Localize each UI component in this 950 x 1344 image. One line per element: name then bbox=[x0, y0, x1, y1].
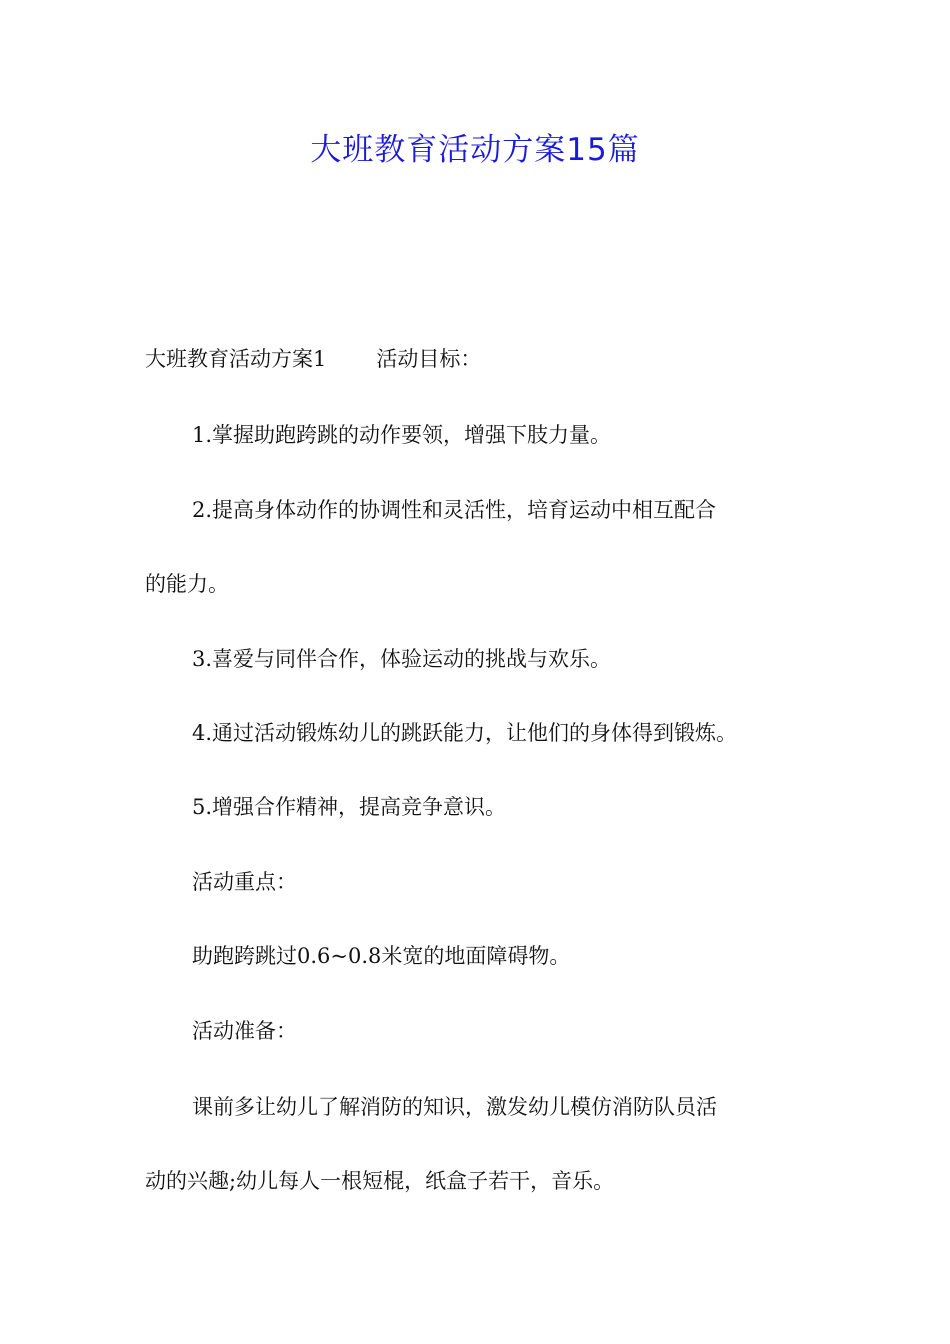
focus-label: 活动重点： bbox=[192, 870, 297, 894]
goal-item-4: 4.通过活动锻炼幼儿的跳跃能力，让他们的身体得到锻炼。 bbox=[192, 721, 738, 745]
section-heading-line bbox=[145, 344, 815, 374]
focus-text: 助跑跨跳过0.6~0.8米宽的地面障碍物。 bbox=[192, 944, 571, 968]
document-title: 大班教育活动方案15篇 bbox=[310, 132, 640, 168]
prep-label: 活动准备： bbox=[192, 1019, 297, 1043]
goal-item-2-continuation: 的能力。 bbox=[145, 572, 229, 596]
section-heading: 大班教育活动方案1 bbox=[145, 347, 327, 371]
goal-item-1: 1.掌握助跑跨跳的动作要领，增强下肢力量。 bbox=[192, 423, 612, 447]
prep-text-line-2: 动的兴趣;幼儿每人一根短棍，纸盒子若干，音乐。 bbox=[145, 1169, 615, 1193]
section-subheading: 活动目标： bbox=[376, 347, 482, 371]
prep-text-line-1: 课前多让幼儿了解消防的知识，激发幼儿模仿消防队员活 bbox=[192, 1095, 717, 1119]
goal-item-5: 5.增强合作精神，提高竞争意识。 bbox=[192, 795, 507, 819]
goal-item-3: 3.喜爱与同伴合作，体验运动的挑战与欢乐。 bbox=[192, 647, 612, 671]
goal-item-2: 2.提高身体动作的协调性和灵活性，培育运动中相互配合 bbox=[192, 498, 717, 522]
